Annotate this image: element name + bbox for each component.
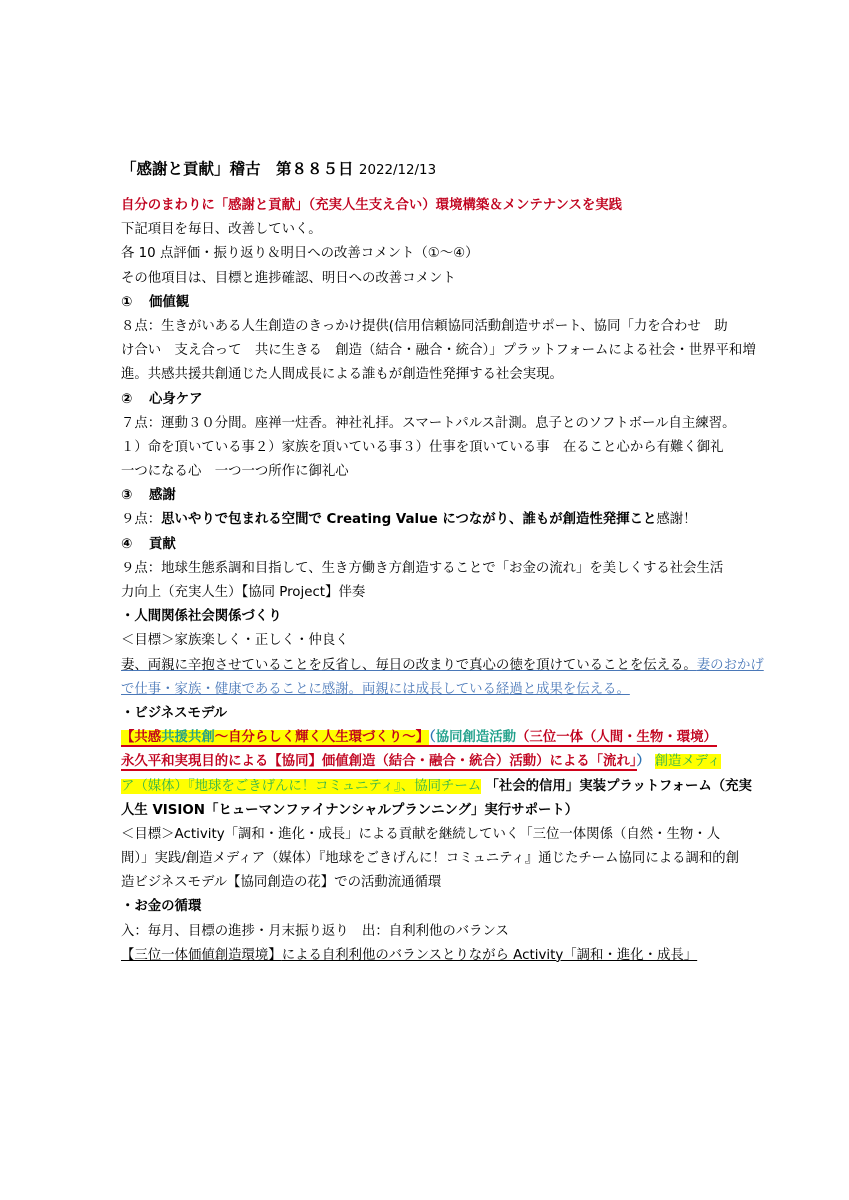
section-label: 心身ケア <box>149 391 203 407</box>
gratitude-suffix: 感謝！ <box>656 512 697 528</box>
care-line-1: ７点：運動３０分間。座禅一炷香。神社礼拝。スマートパルス計測。息子とのソフトボール自主練習。 <box>121 415 736 431</box>
business-line-3 <box>121 775 752 799</box>
business-platform: 「社会的信用」実装プラットフォーム（充実 <box>485 778 752 794</box>
business-line-1 <box>121 726 737 750</box>
contribution-line-2: 力向上（充実人生）【協同 Project】伴奏 <box>121 585 366 600</box>
document-page <box>121 156 764 968</box>
money-line-2 <box>121 944 737 968</box>
values-line-1: ８点：生きがいある人生創造のきっかけ提供(信用信頼協同活動創造サポート、協同「力を合わせ 助 <box>121 318 728 334</box>
section-label: 価値観 <box>149 294 190 310</box>
section-number: ② <box>121 391 133 407</box>
business-media: 創造メディ <box>654 754 721 770</box>
section-heading-values <box>121 291 737 315</box>
values-line-2: け合い 支え合って 共に生きる 創造（結合・融合・統合）」プラットフォームによる社会・世界平和増 <box>121 343 756 359</box>
money-line-1: 入：毎月、目標の進捗・月末振り返り 出：自利利他のバランス <box>121 923 509 939</box>
money-balance: による自利利他のバランスとりながら Activity「調和・進化・成長」 <box>281 947 698 963</box>
money-env: 【三位一体価値創造環境】 <box>121 947 282 963</box>
relations-text-b: 妻のおかげ <box>696 657 764 673</box>
document-title <box>121 156 737 182</box>
business-close-paren: ） <box>636 754 650 770</box>
intro-line-2: 各 10 点評価・振り返り＆明日への改善コメント（①～④） <box>121 246 479 262</box>
business-line-6: 間）」実践/創造メディア（媒体）『地球をごきげんに！コミュニティ』通じたチーム協同による調和的創 <box>121 851 740 867</box>
business-line-2 <box>121 750 737 774</box>
intro-headline: 自分のまわりに「感謝と貢献」（充実人生支え合い）環境構築＆メンテナンスを実践 <box>121 198 623 213</box>
contribution-line-1: ９点：地球生態系調和目指して、生き方働き方創造することで「お金の流れ」を美しくする社会生活 <box>121 560 724 576</box>
gratitude-bold-text: 思いやりで包まれる空間で Creating Value につながり、誰もが創造性発揮こと <box>161 512 657 528</box>
business-line-4: 人生 VISION「ヒューマンファイナンシャルプランニング」実行サポート） <box>121 802 579 818</box>
care-line-3: 一つになる心 一つ一つ所作に御礼心 <box>121 464 349 480</box>
money-heading: ・お金の循環 <box>121 899 202 915</box>
business-peace: 永久平和実現目的による【協同】価値創造（結合・融合・統合）活動）による「流れ」 <box>121 754 637 770</box>
business-hl-1: 【共感 <box>121 730 162 746</box>
business-trinity: （三位一体（人間・生物・環境） <box>516 730 717 746</box>
title-text: 「感謝と貢献」稽古 第８８５日 <box>121 160 354 178</box>
gratitude-line-1 <box>121 508 737 532</box>
section-heading-contribution <box>121 533 737 557</box>
title-date: 2022/12/13 <box>358 163 437 178</box>
intro-line-1: 下記項目を毎日、改善していく。 <box>121 222 322 238</box>
business-activity: 協同創造活動 <box>435 730 517 746</box>
relations-text-a: 妻、両親に辛抱させていることを反省し、毎日の改まりで真心の徳を頂けていることを伝える。 <box>121 657 697 673</box>
relations-line-1 <box>121 654 764 678</box>
section-heading-gratitude <box>121 484 737 508</box>
business-media-cont: ア（媒体）『地球をごきげんに！コミュニティ』、協同チーム <box>121 778 482 794</box>
section-heading-care <box>121 388 737 412</box>
gratitude-score: ９点： <box>121 512 162 528</box>
section-number: ① <box>121 294 133 310</box>
business-paren: （ <box>428 730 436 746</box>
business-hl-4: ～自分らしく輝く人生環づくり～】 <box>214 730 429 746</box>
business-heading: ・ビジネスモデル <box>121 705 228 721</box>
business-hl-3: 共創 <box>187 730 215 746</box>
section-number: ③ <box>121 488 133 504</box>
relations-line-2: で仕事・家族・健康であることに感謝。両親には成長している経過と成果を伝える。 <box>121 681 630 697</box>
relations-goal: ＜目標＞家族楽しく・正しく・仲良く <box>121 633 349 649</box>
business-line-5: ＜目標＞Activity「調和・進化・成長」による貢献を継続していく「三位一体関係（自然・生物・人 <box>121 826 721 842</box>
intro-line-3: その他項目は、目標と進捗確認、明日への改善コメント <box>121 270 456 286</box>
care-line-2: １）命を頂いている事２）家族を頂いている事３）仕事を頂いている事 在ること心から有難く御礼 <box>121 439 724 455</box>
business-line-7: 造ビジネスモデル【協同創造の花】での活動流通循環 <box>121 875 442 891</box>
business-hl-2: 共援 <box>161 730 188 746</box>
relations-heading: ・人間関係社会関係づくり <box>121 609 282 625</box>
section-number: ④ <box>121 536 133 552</box>
section-label: 感謝 <box>149 488 176 504</box>
values-line-3: 進。共感共援共創通じた人間成長による誰もが創造性発揮する社会実現。 <box>121 367 563 383</box>
section-label: 貢献 <box>149 536 176 552</box>
